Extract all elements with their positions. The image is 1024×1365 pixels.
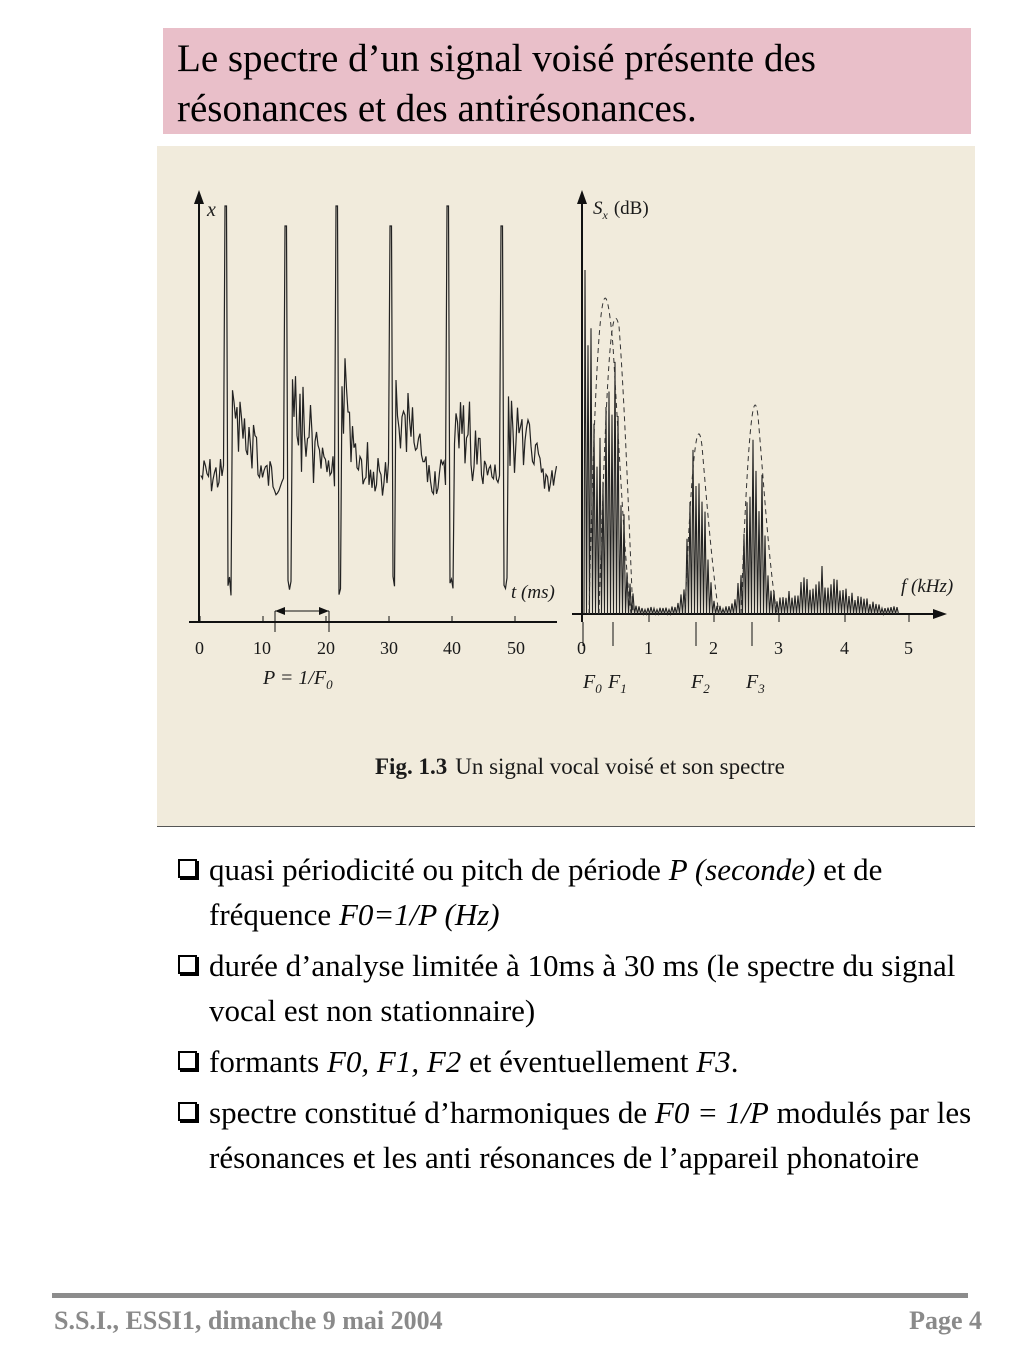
left-tick-label: 40 [443,638,461,658]
right-tick-label: 1 [644,638,653,658]
slide-title: Le spectre d’un signal voisé présente des résonances et des antirésonances. [177,37,816,130]
figure-caption: Fig. 1.3 Un signal vocal voisé et son spectre [375,754,785,779]
right-y-arrow [577,190,587,204]
formant-label: $F_0$ [583,671,602,696]
left-tick-label: 30 [380,638,398,658]
period-label: $P = 1/F_0$ [263,667,333,692]
right-tick-label: 3 [774,638,783,658]
formant-label: $F_3$ [746,671,765,696]
bullet-item [178,1090,978,1180]
footer-course-date: S.S.I., ESSI1, dimanche 9 mai 2004 [54,1306,443,1335]
formant-label: $F_2$ [691,671,710,696]
scanned-figure [157,146,975,827]
checkbox-bullet-icon [178,1102,197,1121]
bullet-item [178,1039,978,1084]
footer-divider [52,1293,968,1298]
right-x-arrow [933,609,947,619]
right-tick-label: 2 [709,638,718,658]
right-tick-label: 0 [577,638,586,658]
left-plot [189,190,557,632]
bullet-item [178,943,978,1033]
slide-title-box [163,28,971,134]
checkbox-bullet-icon [178,955,197,974]
bullet-list [178,847,978,1186]
right-tick-labels [577,638,913,658]
left-tick-labels [195,638,525,658]
formant-labels [582,671,765,696]
left-tick-label: 50 [507,638,525,658]
left-y-label: x [207,199,216,221]
checkbox-bullet-icon [178,1051,197,1070]
left-tick-label: 10 [253,638,271,658]
left-x-label: t (ms) [511,582,555,603]
right-plot [572,190,947,646]
left-y-arrow [194,190,204,204]
right-y-label: $S_x$ (dB) [593,198,649,222]
bullet-text: spectre constitué d’harmoniques de F0 = 1/P modulés par les résonances et les anti résonances de l’appareil phonatoire [209,1095,972,1175]
bullet-text: quasi périodicité ou pitch de période P (seconde) et de fréquence F0=1/P (Hz) [209,852,883,932]
checkbox-bullet-icon [178,859,197,878]
left-tick-label: 20 [317,638,335,658]
right-x-label: f (kHz) [901,576,954,597]
right-tick-label: 4 [840,638,849,658]
bullet-text: durée d’analyse limitée à 10ms à 30 ms (le spectre du signal vocal est non stationnaire) [209,948,956,1028]
bullet-text: formants F0, F1, F2 et éventuellement F3. [209,1044,739,1079]
footer-page-number: Page 4 [909,1306,982,1335]
left-tick-label: 0 [195,638,204,658]
voiced-waveform [201,206,557,595]
bullet-item [178,847,978,937]
formant-label: $F_1$ [608,671,627,696]
figure-svg [157,146,975,826]
right-tick-label: 5 [904,638,913,658]
